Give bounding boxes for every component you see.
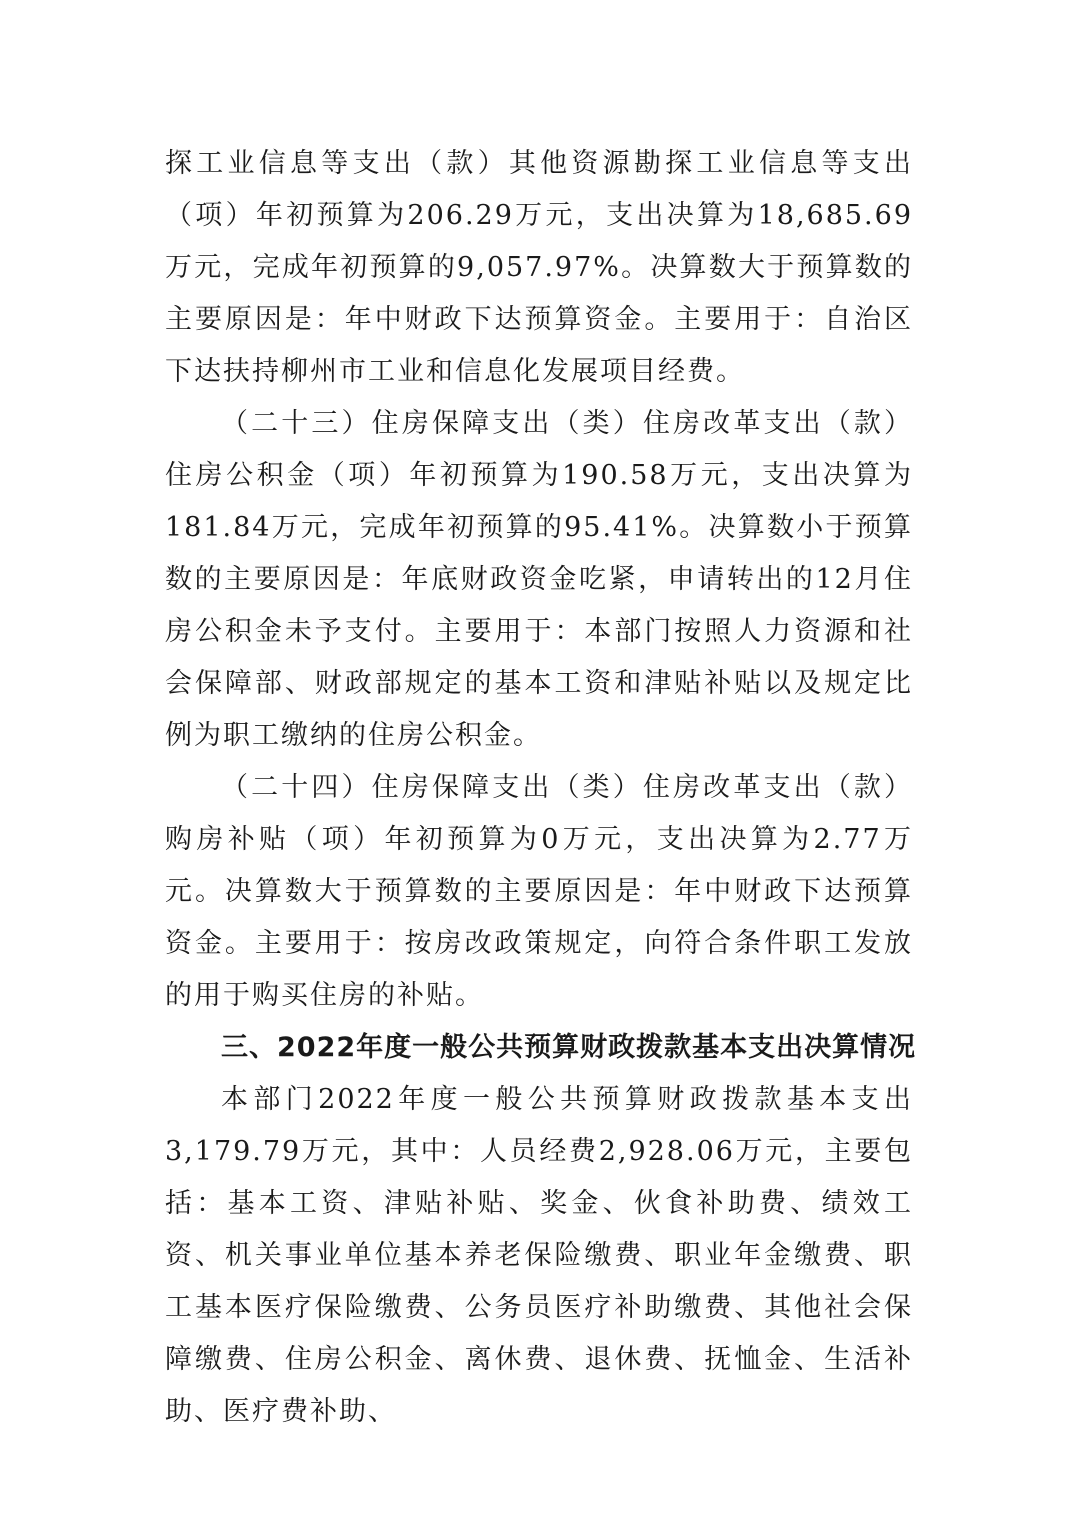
paragraph-basic-expenditure: 本部门2022年度一般公共预算财政拨款基本支出3,179.79万元，其中：人员经费2,928.06万元，主要包括：基本工资、津贴补贴、奖金、伙食补助费、绩效工资、机关事业单位基本养老保险缴费、职业年金缴费、职工基本医疗保险缴费、公务员医疗补助缴费、其他社会保障缴费、住房公积金、离休费、退休费、抚恤金、生活补助、医疗费补助、 xyxy=(165,1084,913,1427)
paragraph-item-24: （二十四）住房保障支出（类）住房改革支出（款）购房补贴（项）年初预算为0万元，支出决算为2.77万元。决算数大于预算数的主要原因是：年中财政下达预算资金。主要用于：按房改政策规定，向符合条件职工发放的用于购买住房的补贴。 xyxy=(165,772,913,1011)
paragraph-continuation: 探工业信息等支出（款）其他资源勘探工业信息等支出（项）年初预算为206.29万元，支出决算为18,685.69万元，完成年初预算的9,057.97%。决算数大于预算数的主要原因是：年中财政下达预算资金。主要用于：自治区下达扶持柳州市工业和信息化发展项目经费。 xyxy=(165,148,913,387)
paragraph-item-23: （二十三）住房保障支出（类）住房改革支出（款）住房公积金（项）年初预算为190.58万元，支出决算为181.84万元，完成年初预算的95.41%。决算数小于预算数的主要原因是：年底财政资金吃紧，申请转出的12月住房公积金未予支付。主要用于：本部门按照人力资源和社会保障部、财政部规定的基本工资和津贴补贴以及规定比例为职工缴纳的住房公积金。 xyxy=(165,408,913,751)
document-body xyxy=(165,138,917,1438)
section-heading: 三、2022年度一般公共预算财政拨款基本支出决算情况 xyxy=(221,1032,917,1063)
